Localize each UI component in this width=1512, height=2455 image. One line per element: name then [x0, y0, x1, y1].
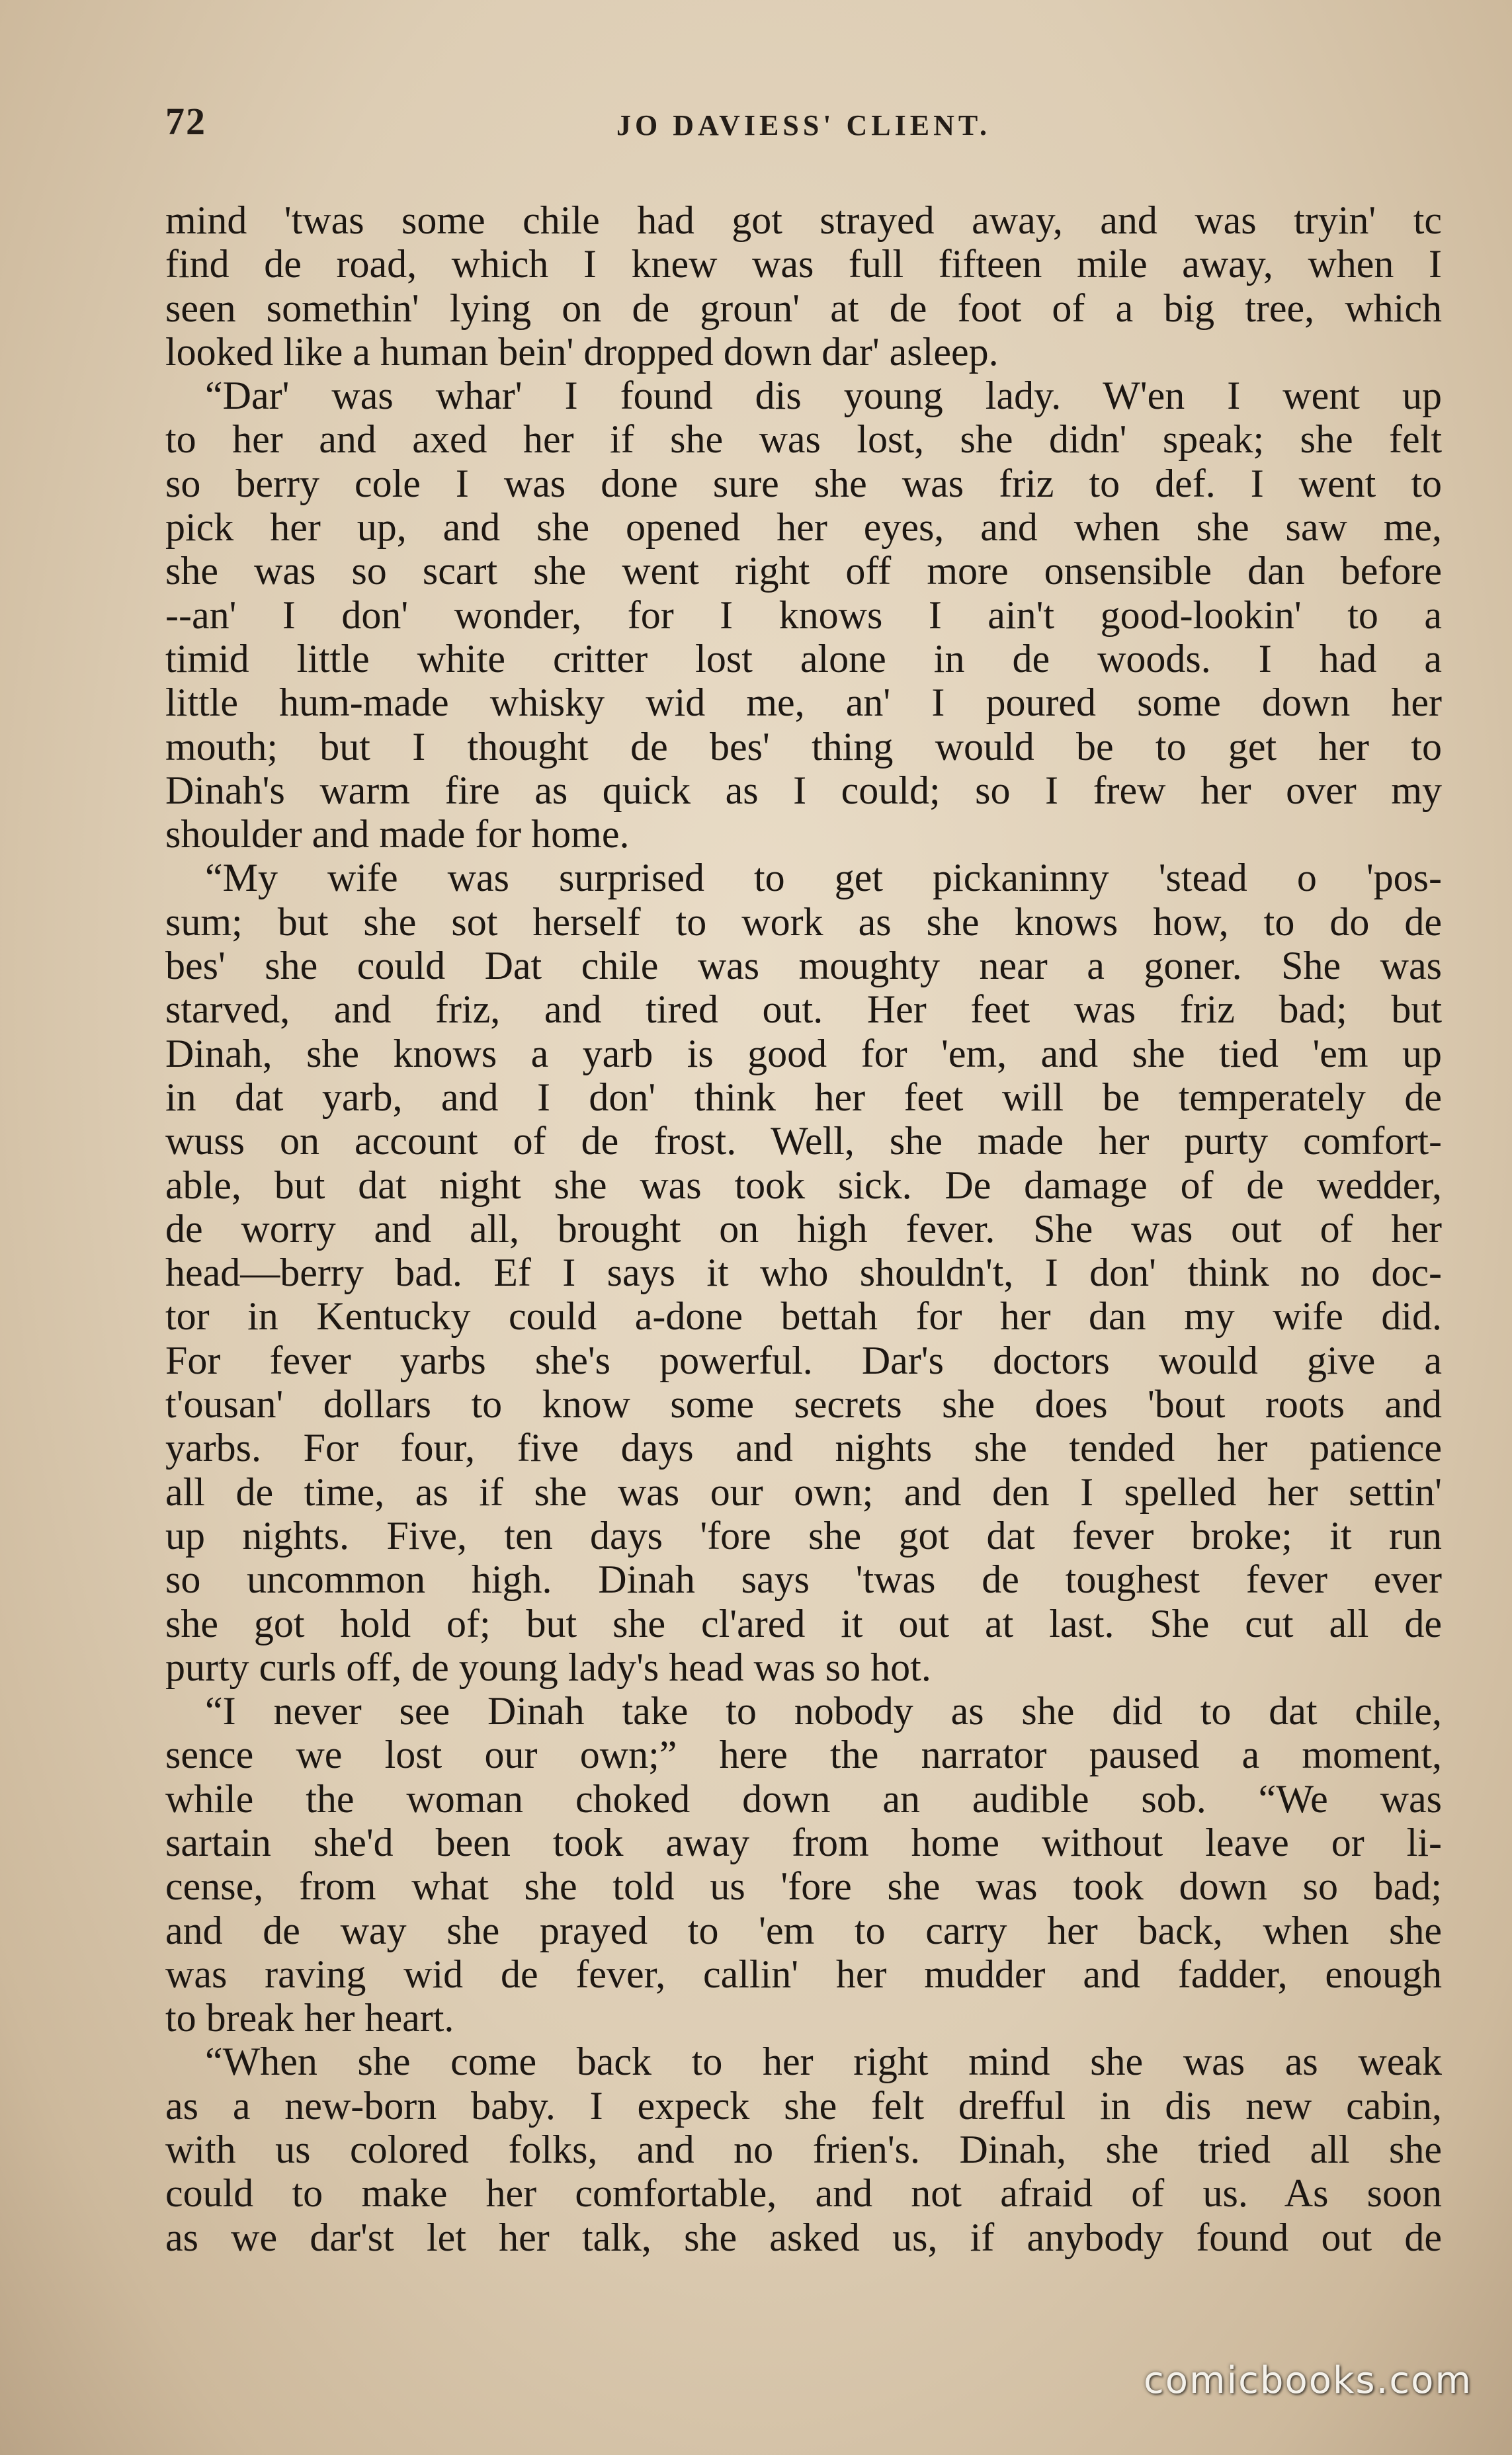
- text-line: to break her heart.: [165, 1996, 454, 2040]
- running-head: [165, 99, 1442, 152]
- text-line: and de way she prayed to 'em to carry her back, when she: [165, 1908, 1442, 1952]
- text-line: little hum-made whisky wid me, an' I poured some down her: [165, 681, 1442, 725]
- text-line: cense, from what she told us 'fore she was took down so bad;: [165, 1864, 1442, 1909]
- text-line: For fever yarbs she's powerful. Dar's doctors would give a: [165, 1338, 1442, 1382]
- text-line: mouth; but I thought de bes' thing would be to get her to: [165, 724, 1442, 769]
- text-line: sence we lost our own;” here the narrator paused a moment,: [165, 1733, 1442, 1777]
- text-line: so berry cole I was done sure she was friz to def. I went to: [165, 461, 1442, 505]
- text-line: Dinah's warm fire as quick as I could; so I frew her over my: [165, 768, 1442, 812]
- text-line: while the woman choked down an audible sob. “We was: [165, 1776, 1442, 1821]
- body-text: [165, 198, 1442, 2259]
- text-line: seen somethin' lying on de groun' at de foot of a big tree, which: [165, 286, 1442, 330]
- text-line: find de road, which I knew was full fifteen mile away, when I: [165, 242, 1442, 286]
- text-line: so uncommon high. Dinah says 'twas de toughest fever ever: [165, 1558, 1442, 1602]
- text-line: “My wife was surprised to get pickaninny 'stead o 'pos-: [205, 856, 1442, 900]
- text-line: yarbs. For four, five days and nights she tended her patience: [165, 1426, 1442, 1470]
- text-line: was raving wid de fever, callin' her mudder and fadder, enough: [165, 1952, 1442, 1996]
- text-line: she was so scart she went right off more onsensible dan before: [165, 549, 1442, 593]
- text-line: in dat yarb, and I don' think her feet will be temperately de: [165, 1075, 1442, 1119]
- text-line: sartain she'd been took away from home without leave or li-: [165, 1820, 1442, 1864]
- text-line: “I never see Dinah take to nobody as she did to dat chile,: [205, 1689, 1442, 1733]
- text-line: she got hold of; but she cl'ared it out at last. She cut all de: [165, 1601, 1442, 1645]
- text-line: looked like a human bein' dropped down dar' asleep.: [165, 329, 999, 374]
- running-title: JO DAVIESS' CLIENT.: [616, 109, 991, 142]
- text-line: all de time, as if she was our own; and den I spelled her settin': [165, 1470, 1442, 1514]
- text-line: bes' she could Dat chile was moughty near a goner. She was: [165, 944, 1442, 988]
- text-line: as we dar'st let her talk, she asked us, if anybody found out de: [165, 2215, 1442, 2259]
- text-line: de worry and all, brought on high fever. She was out of her: [165, 1206, 1442, 1251]
- text-line: as a new-born baby. I expeck she felt drefful in dis new cabin,: [165, 2083, 1442, 2128]
- text-line: “Dar' was whar' I found dis young lady. W'en I went up: [205, 374, 1442, 418]
- text-line: purty curls off, de young lady's head was so hot.: [165, 1645, 931, 1689]
- text-line: to her and axed her if she was lost, she didn' speak; she felt: [165, 417, 1442, 462]
- text-line: up nights. Five, ten days 'fore she got dat fever broke; it run: [165, 1513, 1442, 1558]
- text-line: able, but dat night she was took sick. De damage of de wedder,: [165, 1163, 1442, 1207]
- text-line: “When she come back to her right mind she was as weak: [205, 2040, 1442, 2084]
- text-line: sum; but she sot herself to work as she knows how, to do de: [165, 899, 1442, 944]
- page-number: 72: [165, 100, 206, 143]
- text-line: t'ousan' dollars to know some secrets she does 'bout roots and: [165, 1382, 1442, 1427]
- text-line: Dinah, she knows a yarb is good for 'em, and she tied 'em up: [165, 1031, 1442, 1075]
- text-line: wuss on account of de frost. Well, she made her purty comfort-: [165, 1119, 1442, 1163]
- text-line: starved, and friz, and tired out. Her feet was friz bad; but: [165, 987, 1442, 1032]
- text-line: --an' I don' wonder, for I knows I ain't good-lookin' to a: [165, 593, 1442, 637]
- text-line: shoulder and made for home.: [165, 812, 630, 856]
- text-line: head—berry bad. Ef I says it who shouldn't, I don' think no doc-: [165, 1251, 1442, 1295]
- source-watermark: comicbooks.com: [1143, 2359, 1472, 2402]
- text-line: mind 'twas some chile had got strayed away, and was tryin' tc: [165, 198, 1442, 242]
- text-line: with us colored folks, and no frien's. Dinah, she tried all she: [165, 2128, 1442, 2172]
- text-line: pick her up, and she opened her eyes, and when she saw me,: [165, 505, 1442, 550]
- text-line: tor in Kentucky could a-done bettah for her dan my wife did.: [165, 1294, 1442, 1339]
- text-line: timid little white critter lost alone in de woods. I had a: [165, 636, 1442, 681]
- text-line: could to make her comfortable, and not afraid of us. As soon: [165, 2171, 1442, 2216]
